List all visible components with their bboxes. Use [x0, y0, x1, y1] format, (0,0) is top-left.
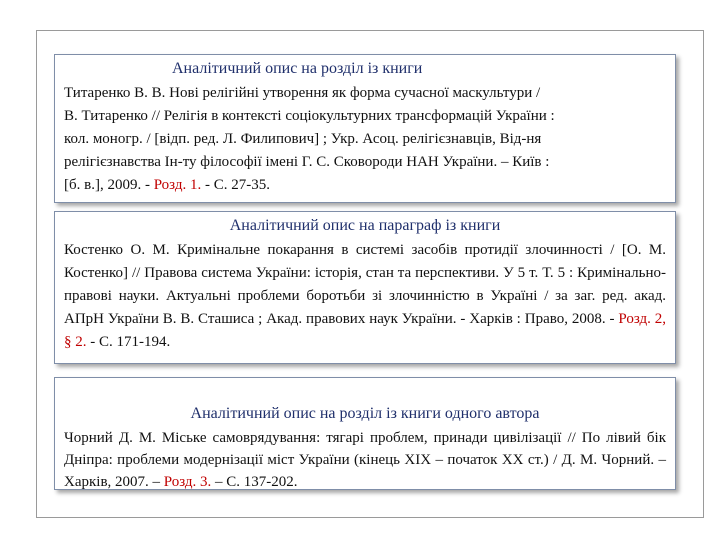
- entry-card-paragraph: [54, 211, 676, 364]
- section-highlight: Розд. 3.: [163, 474, 212, 490]
- citation-line: кол. моногр. / [відп. ред. Л. Филипович] ; Укр. Асоц. релігієзнавців, Від-ня: [64, 131, 542, 147]
- citation-text: [б. в.], 2009. -: [64, 177, 154, 193]
- section-highlight: Розд. 1.: [153, 177, 202, 193]
- citation-line: В. Титаренко // Релігія в контексті соціокультурних трансформацій України :: [64, 108, 555, 124]
- citation-text: Чорний Д. М. Міське самоврядування: тягарі проблем, принади цивілізації // По лівий бік Дніпра: проблеми модернізації міст України (кінець ХІХ – початок ХХ ст.) / Д. М. Чорний. – Харків, 2007. –: [64, 430, 666, 490]
- citation-line: релігієзнавства Ін-ту філософії імені Г. С. Сковороди НАН України. – Київ :: [64, 154, 550, 170]
- entry-card-single-author: [54, 377, 676, 490]
- entry-title: Аналітичний опис на розділ із книги одного автора: [190, 405, 540, 422]
- pages-text: - С. 171-194.: [86, 334, 171, 350]
- entry-citation: [64, 239, 666, 354]
- pages-text: - С. 27-35.: [201, 177, 270, 193]
- citation-line: Титаренко В. В. Нові релігійні утворення як форма сучасної маскультури /: [64, 85, 541, 101]
- entry-citation: [64, 427, 666, 493]
- entry-title: Аналітичний опис на розділ із книги: [172, 60, 423, 77]
- citation-text: Костенко О. М. Кримінальне покарання в системі засобів протидії злочинності / [О. М. Костенко] // Правова система України: історія, стан та перспективи. У 5 т. Т. 5 : Кримінально-правові науки. Актуальні проблеми боротьби зі злочинністю в Україні / за заг. ред. акад. АПрН України В. В. Сташиса ; Акад. правових наук України. - Харків : Право, 2008. -: [64, 242, 666, 327]
- entry-card-chapter: [54, 54, 676, 203]
- entry-title: Аналітичний опис на параграф із книги: [229, 217, 501, 234]
- section-highlight: Розд. 2, § 2.: [64, 311, 666, 350]
- citation-line: [64, 174, 666, 197]
- entry-citation: [64, 82, 666, 197]
- pages-text: – С. 137-202.: [211, 474, 298, 490]
